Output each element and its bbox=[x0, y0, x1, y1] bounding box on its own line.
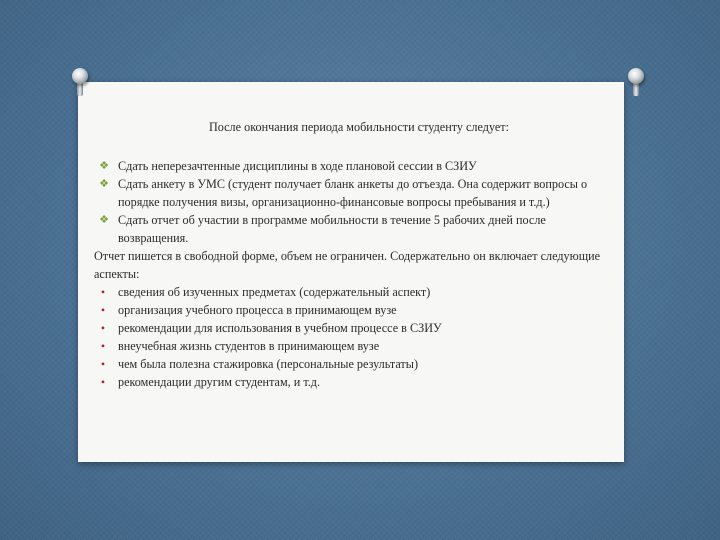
aspect-text: сведения об изученных предметах (содержательный аспект) bbox=[118, 285, 431, 299]
aspect-item bbox=[94, 283, 614, 301]
aspect-item bbox=[94, 355, 614, 373]
aspect-item bbox=[94, 319, 614, 337]
aspect-text: чем была полезна стажировка (персональные результаты) bbox=[118, 357, 419, 371]
aspect-item bbox=[94, 301, 614, 319]
aspect-item bbox=[94, 337, 614, 355]
diamond-bullet-icon: ❖ bbox=[99, 214, 109, 226]
diamond-bullet-icon: ❖ bbox=[99, 160, 109, 172]
dot-bullet-icon: • bbox=[100, 321, 106, 335]
report-note: Отчет пишется в свободной форме, объем не ограничен. Содержательно он включает следующие аспекты: bbox=[94, 249, 601, 281]
step-text: Сдать отчет об участии в программе мобильности в течение 5 рабочих дней после возвращения. bbox=[118, 213, 546, 245]
dot-bullet-icon: • bbox=[100, 303, 106, 317]
aspect-text: внеучебная жизнь студентов в принимающем вузе bbox=[118, 339, 380, 353]
aspect-text: рекомендации другим студентам, и т.д. bbox=[118, 375, 321, 389]
diamond-bullet-icon: ❖ bbox=[99, 178, 109, 190]
aspect-item bbox=[94, 373, 614, 391]
aspect-text: организация учебного процесса в принимающем вузе bbox=[118, 303, 397, 317]
dot-bullet-icon: • bbox=[100, 375, 106, 389]
pushpin-icon bbox=[628, 68, 644, 84]
aspect-text: рекомендации для использования в учебном процессе в СЗИУ bbox=[118, 321, 442, 335]
slide-heading: После окончания периода мобильности студенту следует: bbox=[208, 120, 510, 134]
step-text: Сдать анкету в УМС (студент получает бланк анкеты до отъезда. Она содержит вопросы о порядке получения визы, организационно-финансовые вопросы пребывания и т.д.) bbox=[118, 177, 588, 209]
step-item bbox=[94, 211, 614, 247]
slide-content bbox=[94, 118, 614, 391]
dot-bullet-icon: • bbox=[100, 285, 106, 299]
step-text: Сдать неперезачтенные дисциплины в ходе плановой сессии в СЗИУ bbox=[118, 159, 477, 173]
dot-bullet-icon: • bbox=[100, 339, 106, 353]
step-item bbox=[94, 157, 614, 175]
pushpin-icon bbox=[72, 68, 88, 84]
dot-bullet-icon: • bbox=[100, 357, 106, 371]
step-item bbox=[94, 175, 614, 211]
